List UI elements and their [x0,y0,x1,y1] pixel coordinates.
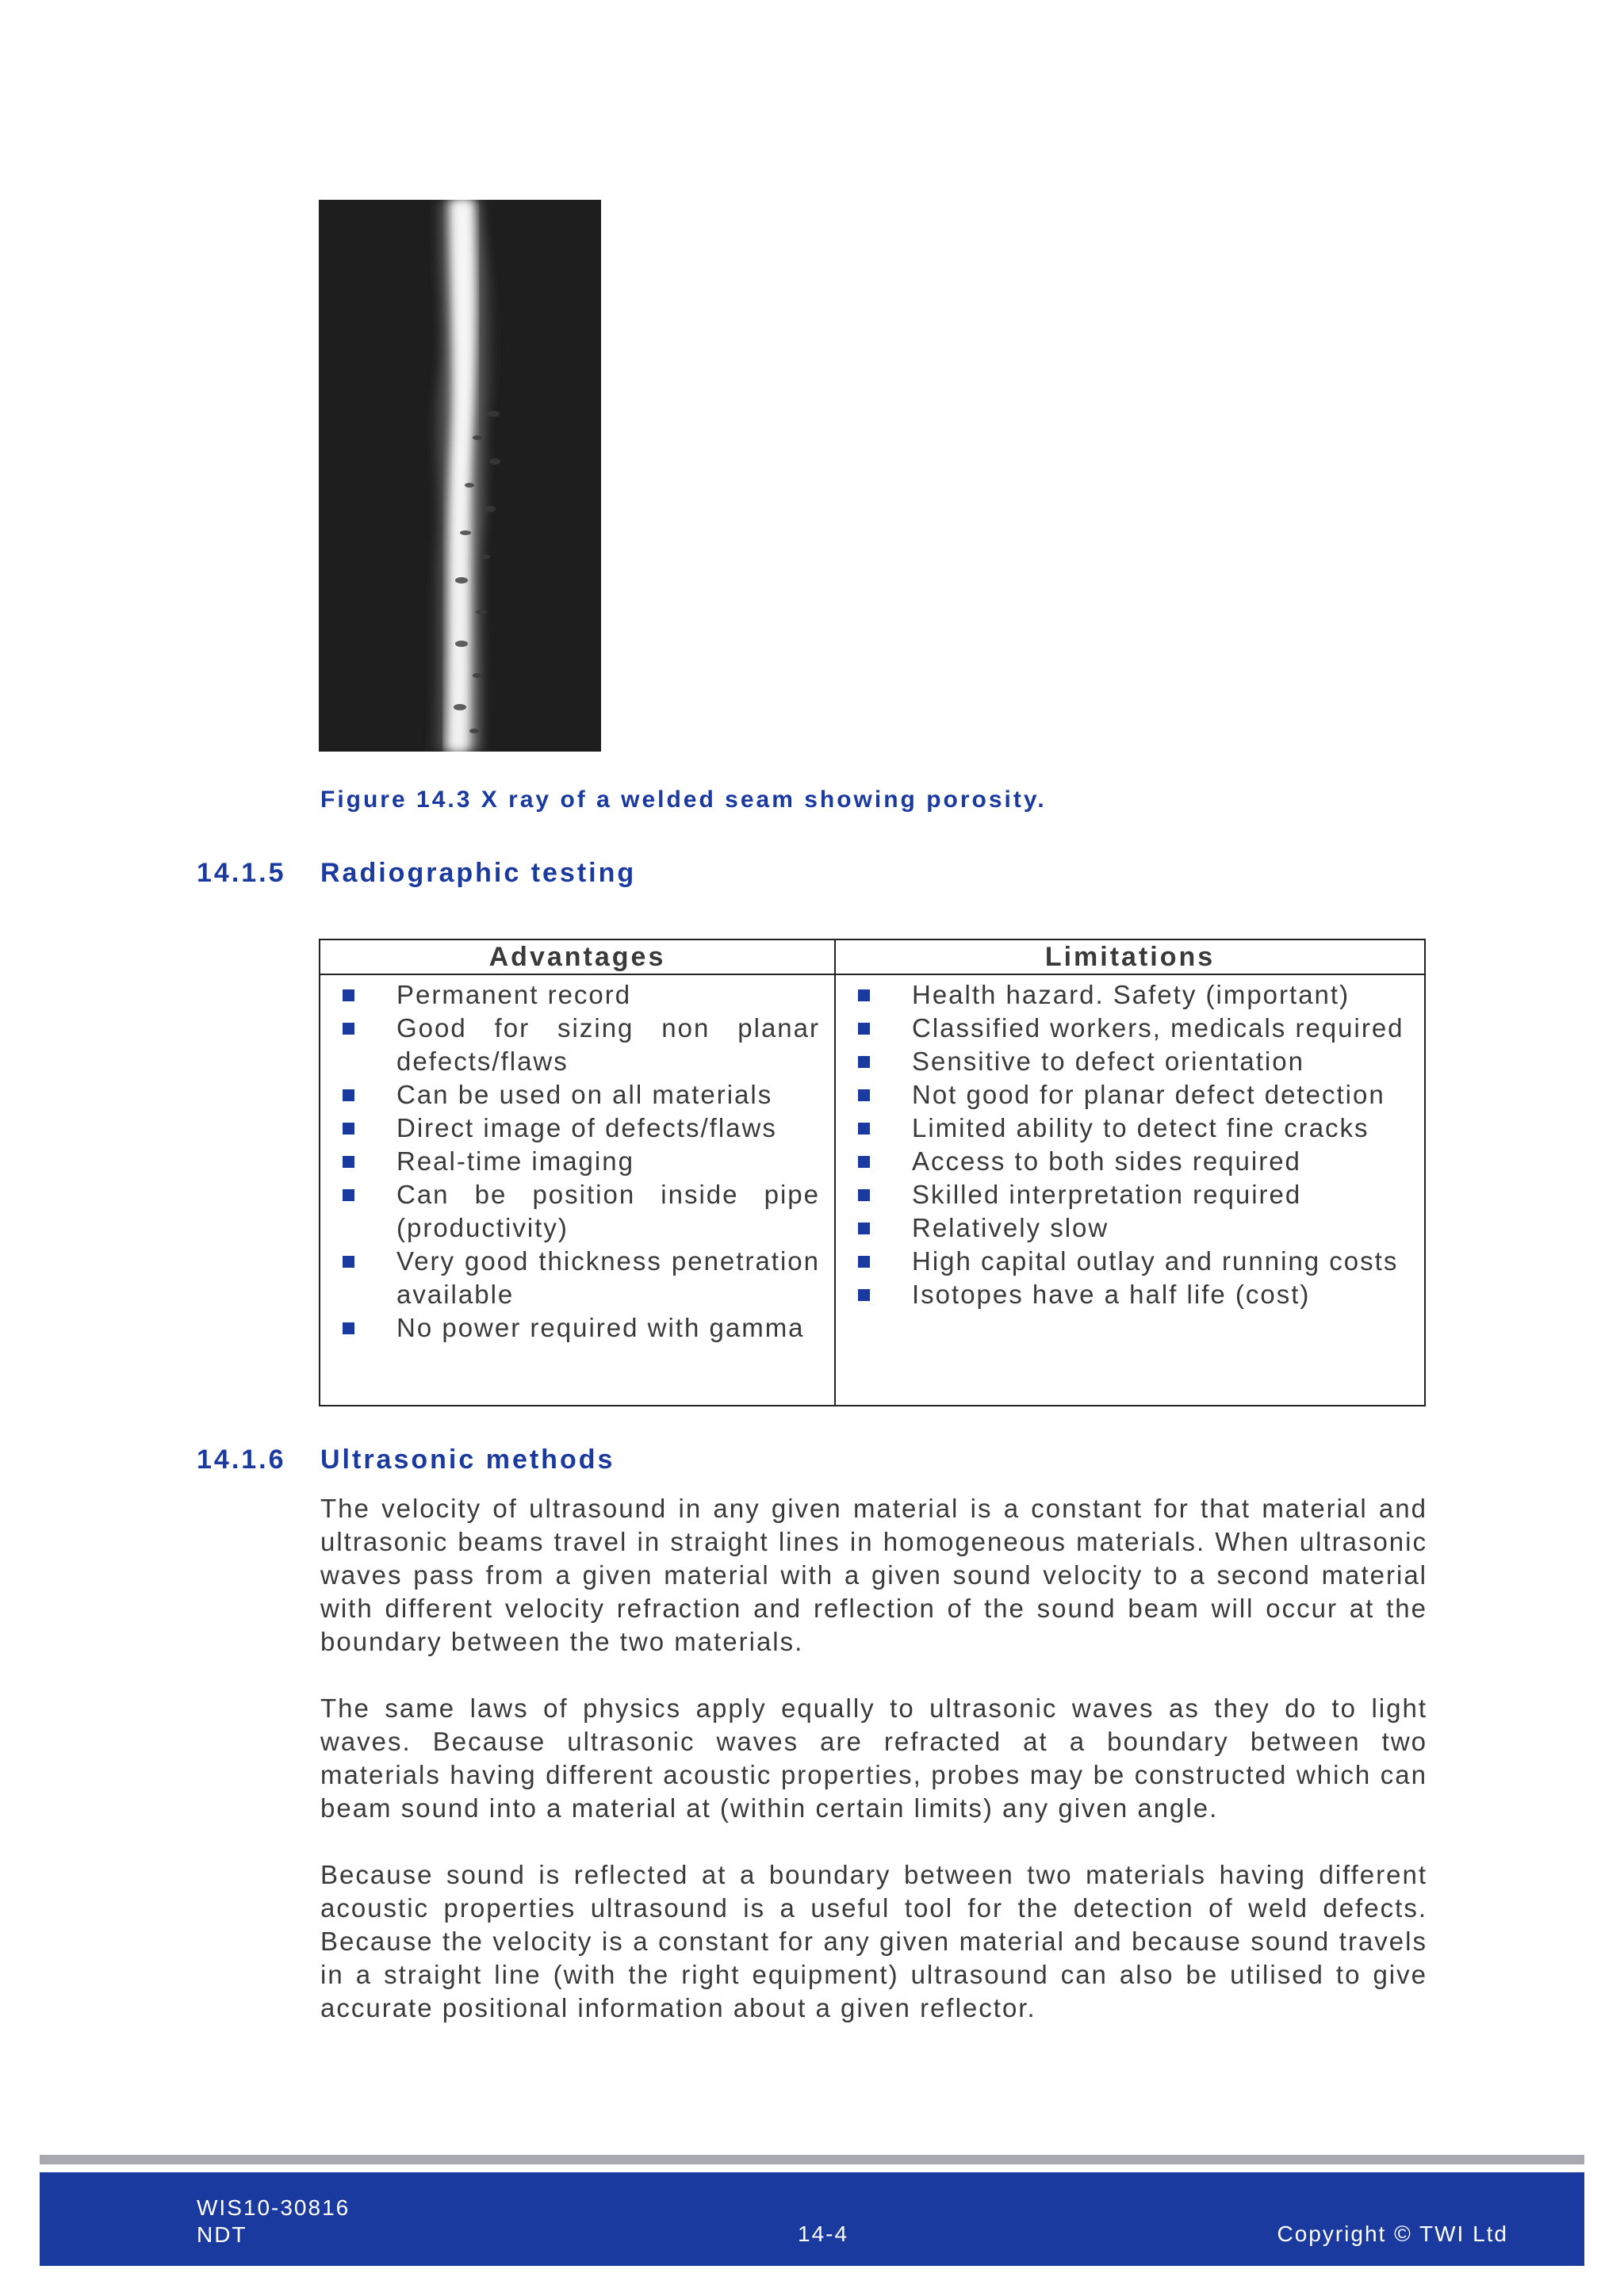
list-item: Real-time imaging [320,1145,834,1178]
section-number: 14.1.6 [197,1445,286,1475]
limitations-header: Limitations [836,940,1424,975]
square-bullet-icon [858,1056,870,1068]
copyright: Copyright © TWI Ltd [1277,2221,1508,2246]
list-item: Isotopes have a half life (cost) [836,1278,1424,1311]
list-item: No power required with gamma [320,1311,834,1345]
list-item: High capital outlay and running costs [836,1245,1424,1278]
square-bullet-icon [858,1223,870,1234]
list-item: Health hazard. Safety (important) [836,978,1424,1012]
paragraph: The velocity of ultrasound in any given material is a constant for that material and ultrasonic beams travel in straight lines in homogeneous materials. When ultrasonic waves pass from a given material with a given sound velocity to a second material with different velocity refraction and reflection of the sound beam will occur at the boundary between the two materials. [320,1494,1427,1656]
doc-code: WIS10-30816 [197,2195,350,2220]
footer-doc-info [197,2195,350,2248]
list-item: Relatively slow [836,1211,1424,1245]
square-bullet-icon [858,1289,870,1301]
page-footer [40,2172,1584,2266]
square-bullet-icon [858,989,870,1001]
weld-seam-radiograph [319,200,601,752]
square-bullet-icon [858,1156,870,1168]
square-bullet-icon [858,1089,870,1101]
paragraph: Because sound is reflected at a boundary between two materials having different acoustic properties ultrasound is a useful tool for the detection of weld defects. Because the velocity is a constant for any given material and because sound travels in a straight line (with the right equipment) ultrasound can also be utilised to give accurate positional information about a given reflector. [320,1860,1427,2022]
page-number: 14-4 [798,2221,849,2246]
list-item: Classified workers, medicals required [836,1012,1424,1045]
advantages-column [320,940,836,1405]
list-item: Very good thickness penetration available [320,1245,834,1311]
square-bullet-icon [343,1089,354,1101]
list-item: Not good for planar defect detection [836,1078,1424,1112]
list-item: Can be position inside pipe (productivity) [320,1178,834,1245]
list-item: Good for sizing non planar defects/flaws [320,1012,834,1078]
list-item: Direct image of defects/flaws [320,1112,834,1145]
figure-caption: Figure 14.3 X ray of a welded seam showing porosity. [320,786,1047,813]
square-bullet-icon [858,1189,870,1201]
list-item: Can be used on all materials [320,1078,834,1112]
paragraph: The same laws of physics apply equally to ultrasonic waves as they do to light waves. Because ultrasonic waves are refracted at a boundary between two materials having different acoustic properties, probes may be constructed which can beam sound into a material at (within certain limits) any given angle. [320,1693,1427,1823]
list-item: Skilled interpretation required [836,1178,1424,1211]
section-title: Ultrasonic methods [320,1445,615,1475]
radiograph-figure [319,200,601,752]
square-bullet-icon [858,1256,870,1268]
square-bullet-icon [858,1023,870,1035]
section-title: Radiographic testing [320,858,637,888]
list-item: Sensitive to defect orientation [836,1045,1424,1078]
advantages-limitations-table [319,939,1426,1406]
list-item: Access to both sides required [836,1145,1424,1178]
list-item: Permanent record [320,978,834,1012]
section-heading-ultrasonic [197,1445,615,1475]
footer-divider [40,2155,1584,2164]
limitations-column [836,940,1424,1405]
square-bullet-icon [343,1023,354,1035]
section-heading-radiographic [197,858,636,889]
advantages-list [320,975,834,1345]
square-bullet-icon [343,1156,354,1168]
square-bullet-icon [343,1256,354,1268]
square-bullet-icon [858,1123,870,1135]
square-bullet-icon [343,989,354,1001]
section-number: 14.1.5 [197,858,286,888]
square-bullet-icon [343,1189,354,1201]
module-name: NDT [197,2222,247,2247]
square-bullet-icon [343,1322,354,1334]
advantages-header: Advantages [320,940,834,975]
list-item: Limited ability to detect fine cracks [836,1112,1424,1145]
square-bullet-icon [343,1123,354,1135]
ultrasonic-body [320,1492,1427,2058]
limitations-list [836,975,1424,1311]
